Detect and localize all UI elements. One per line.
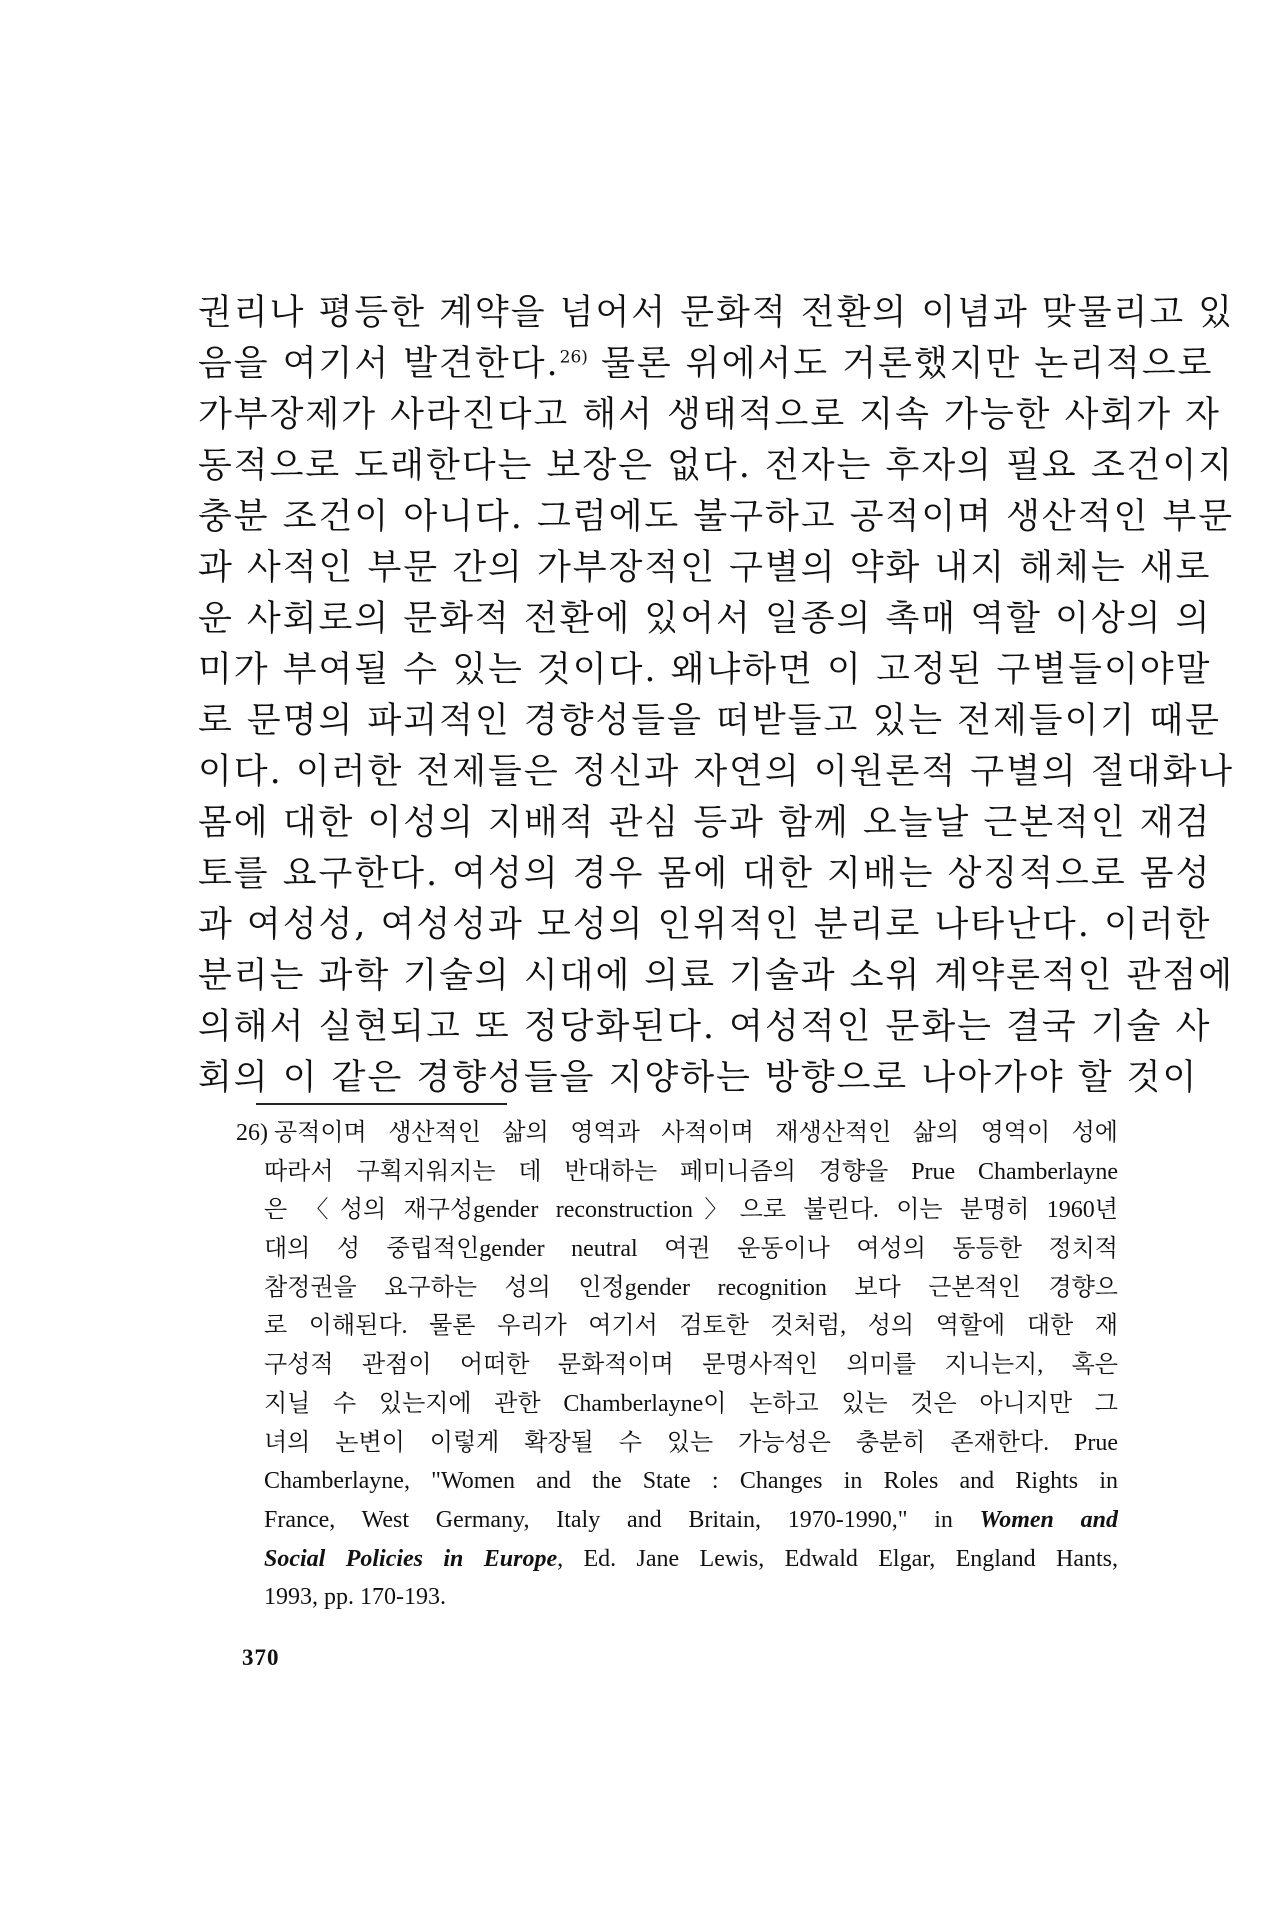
text-segment: 물론 위에서도 거론했지만 논리적으로 bbox=[587, 344, 1214, 384]
text-segment: 공적이며 생산적인 삶의 영역과 사적이며 재생산적인 삶의 영역이 성에 bbox=[274, 1120, 1118, 1146]
page-number: 370 bbox=[242, 1645, 280, 1670]
text-line: 가부장제가 사라진다고 해서 생태적으로 지속 가능한 사회가 자 bbox=[198, 395, 1221, 435]
footnote-line: 지닐 수 있는지에 관한 Chamberlayne이 논하고 있는 것은 아니지만 그 bbox=[264, 1390, 1118, 1417]
text-segment: , Ed. Jane Lewis, Edwald Elgar, England Hants, bbox=[557, 1545, 1118, 1572]
footnote-line: 구성적 관점이 어떠한 문화적이며 문명사적인 의미를 지니는지, 혹은 bbox=[264, 1352, 1118, 1379]
footnote-line: 은 〈성의 재구성gender reconstruction〉으로 불린다. 이는 분명히 1960년 bbox=[264, 1197, 1118, 1224]
text-line: 미가 부여될 수 있는 것이다. 왜냐하면 이 고정된 구별들이야말 bbox=[198, 650, 1212, 690]
text-segment: 음을 여기서 발견한다. bbox=[198, 344, 560, 384]
footnote-divider bbox=[256, 1103, 507, 1105]
text-line: 운 사회로의 문화적 전환에 있어서 일종의 촉매 역할 이상의 의 bbox=[198, 599, 1212, 639]
text-line: 로 문명의 파괴적인 경향성들을 떠받들고 있는 전제들이기 때문 bbox=[198, 701, 1221, 741]
footnote-line: 녀의 논변이 이렇게 확장될 수 있는 가능성은 충분히 존재한다. Prue bbox=[264, 1429, 1118, 1456]
text-line: 의해서 실현되고 또 정당화된다. 여성적인 문화는 결국 기술 사 bbox=[198, 1007, 1212, 1047]
book-title: Women and bbox=[979, 1506, 1118, 1533]
text-line: 토를 요구한다. 여성의 경우 몸에 대한 지배는 상징적으로 몸성 bbox=[198, 854, 1212, 894]
text-line: 동적으로 도래한다는 보장은 없다. 전자는 후자의 필요 조건이지 bbox=[198, 446, 1235, 486]
text-line: 몸에 대한 이성의 지배적 관심 등과 함께 오늘날 근본적인 재검 bbox=[198, 803, 1212, 843]
text-line: 과 여성성, 여성성과 모성의 인위적인 분리로 나타난다. 이러한 bbox=[198, 905, 1212, 945]
book-title: Social Policies in Europe bbox=[264, 1545, 558, 1572]
text-line: 회의 이 같은 경향성들을 지양하는 방향으로 나아가야 할 것이 bbox=[198, 1058, 1199, 1098]
footnote bbox=[236, 1114, 1118, 1617]
footnote-line bbox=[236, 1501, 1118, 1540]
footnote-line: 대의 성 중립적인gender neutral 여권 운동이나 여성의 동등한 정치적 bbox=[264, 1236, 1118, 1263]
footnote-line: 로 이해된다. 물론 우리가 여기서 검토한 것처럼, 성의 역할에 대한 재 bbox=[264, 1313, 1118, 1340]
text-line: 분리는 과학 기술의 시대에 의료 기술과 소위 계약론적인 관점에 bbox=[198, 956, 1235, 996]
footnote-number: 26) bbox=[236, 1120, 268, 1146]
text-line: 이다. 이러한 전제들은 정신과 자연의 이원론적 구별의 절대화나 bbox=[198, 752, 1235, 792]
footnote-line bbox=[236, 1114, 1118, 1153]
footnote-line: 참정권을 요구하는 성의 인정gender recognition 보다 근본적인 경향으 bbox=[264, 1274, 1118, 1301]
footnote-line bbox=[236, 1540, 1118, 1579]
text-line bbox=[198, 339, 1214, 390]
text-line: 과 사적인 부문 간의 가부장적인 구별의 약화 내지 해체는 새로 bbox=[198, 548, 1212, 588]
text-line: 권리나 평등한 계약을 넘어서 문화적 전환의 이념과 맞물리고 있 bbox=[198, 293, 1235, 333]
footnote-line: 따라서 구획지워지는 데 반대하는 페미니즘의 경향을 Prue Chamberlayne bbox=[264, 1158, 1118, 1185]
footnote-reference: 26) bbox=[559, 347, 588, 368]
text-segment: France, West Germany, Italy and Britain, 1970-1990," in bbox=[264, 1506, 980, 1533]
footnote-line: 1993, pp. 170-193. bbox=[264, 1584, 446, 1611]
text-line: 충분 조건이 아니다. 그럼에도 불구하고 공적이며 생산적인 부문 bbox=[198, 497, 1235, 537]
main-text bbox=[198, 288, 1235, 1104]
footnote-line: Chamberlayne, "Women and the State : Changes in Roles and Rights in bbox=[264, 1468, 1118, 1495]
